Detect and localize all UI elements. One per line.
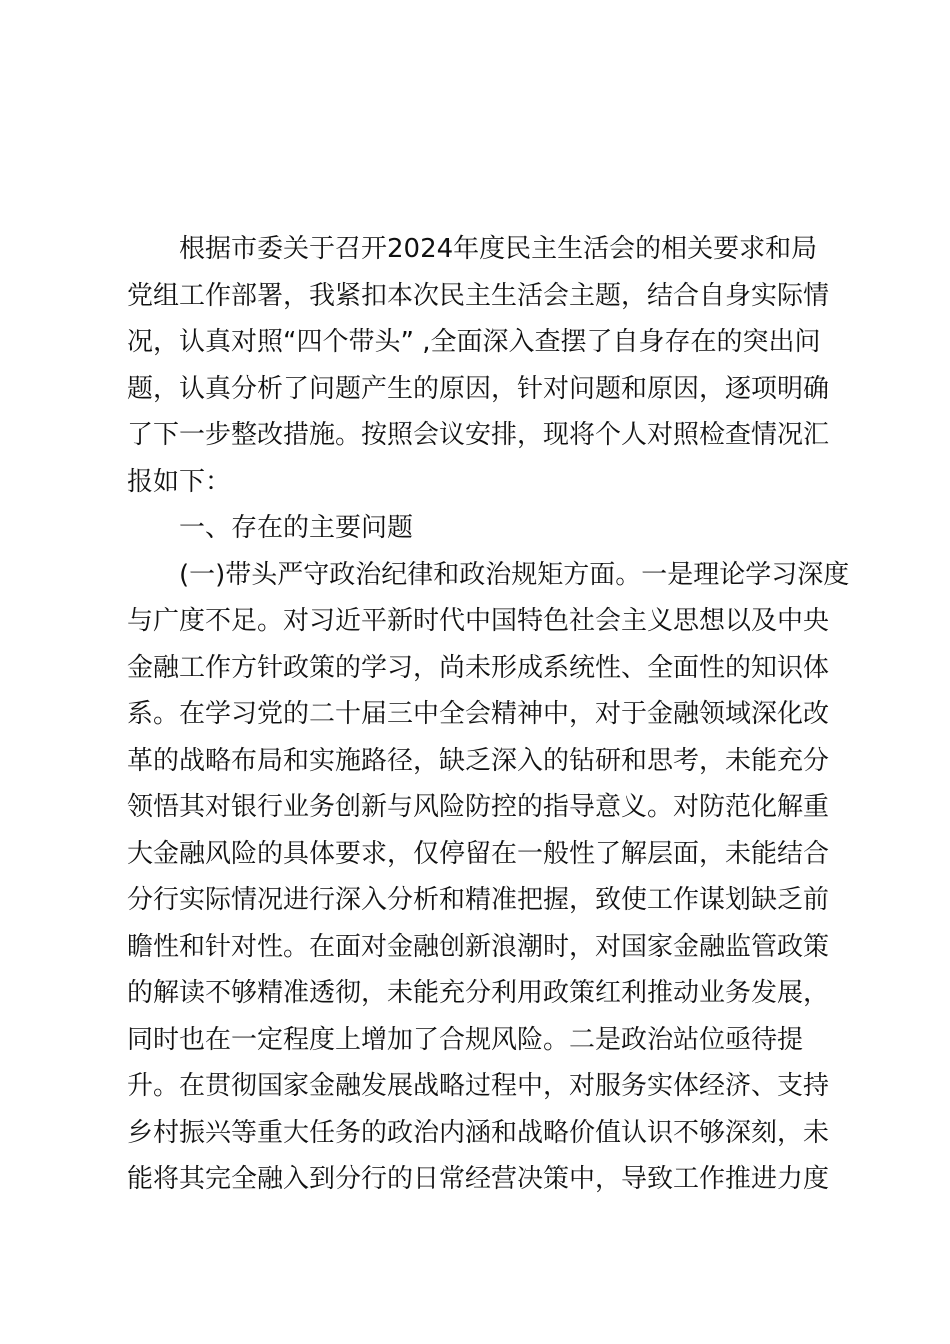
paragraph-line: 报如下：	[127, 466, 232, 497]
paragraph-line: 根据市委关于召开2024年度民主生活会的相关要求和局	[179, 234, 818, 264]
paragraph-line: 分行实际情况进行深入分析和精准把握，致使工作谋划缺乏前	[127, 885, 830, 915]
paragraph-line: 党组工作部署，我紧扣本次民主生活会主题，结合自身实际情	[127, 280, 830, 311]
paragraph-line: 乡村振兴等重大任务的政治内涵和战略价值认识不够深刻，未	[127, 1117, 830, 1148]
paragraph-line: 领悟其对银行业务创新与风险防控的指导意义。对防范化解重	[127, 792, 830, 822]
paragraph-line: 的解读不够精准透彻，未能充分利用政策红利推动业务发展，	[127, 978, 830, 1008]
paragraph-line: 瞻性和针对性。在面对金融创新浪潮时，对国家金融监管政策	[127, 931, 830, 962]
paragraph-line: 况，认真对照“四个带头” ,全面深入查摆了自身存在的突出问	[127, 327, 821, 357]
paragraph-line: 题，认真分析了问题产生的原因，针对问题和原因，逐项明确	[127, 373, 830, 404]
paragraph-line: 同时也在一定程度上增加了合规风险。二是政治站位亟待提	[127, 1024, 804, 1055]
document-body	[127, 226, 850, 1203]
paragraph-line: 能将其完全融入到分行的日常经营决策中，导致工作推进力度	[127, 1164, 830, 1194]
paragraph-line: 升。在贯彻国家金融发展战略过程中，对服务实体经济、支持	[127, 1071, 830, 1101]
paragraph-line: 系。在学习党的二十届三中全会精神中，对于金融领域深化改	[127, 699, 830, 729]
paragraph-line: (一)带头严守政治纪律和政治规矩方面。一是理论学习深度	[179, 559, 850, 590]
paragraph-line: 金融工作方针政策的学习，尚未形成系统性、全面性的知识体	[127, 652, 830, 683]
paragraph-line: 与广度不足。对习近平新时代中国特色社会主义思想以及中央	[127, 606, 830, 636]
paragraph-line: 大金融风险的具体要求，仅停留在一般性了解层面，未能结合	[127, 838, 830, 869]
section-heading: 一、存在的主要问题	[179, 513, 414, 543]
paragraph-line: 了下一步整改措施。按照会议安排，现将个人对照检查情况汇	[127, 420, 830, 450]
paragraph-line: 革的战略布局和实施路径，缺乏深入的钻研和思考，未能充分	[127, 745, 830, 776]
